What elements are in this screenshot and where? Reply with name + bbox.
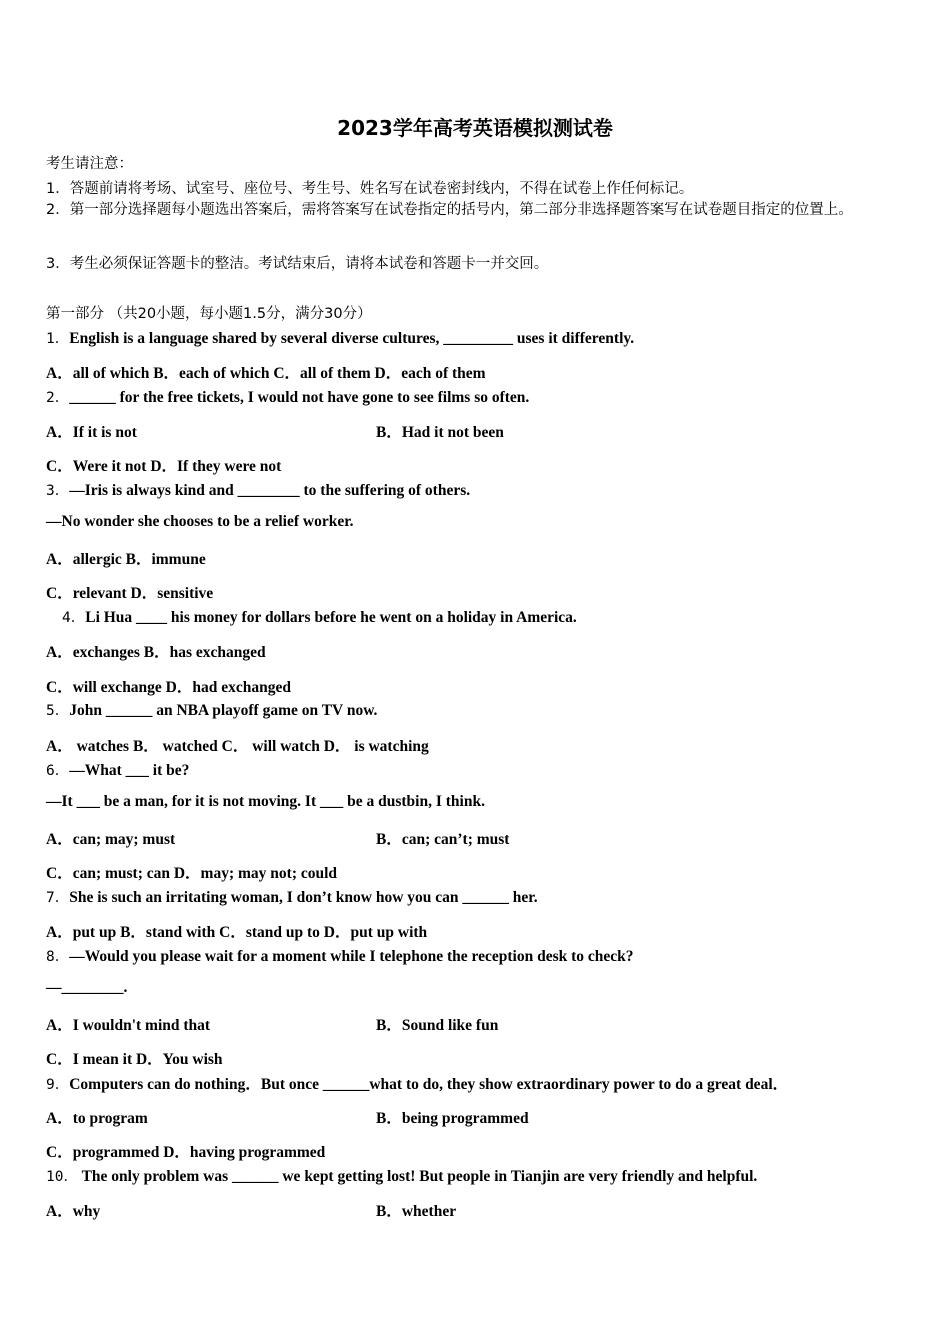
option-b: B．can; can’t; must: [376, 831, 510, 848]
q1-options: A．all of which B．each of which C．all of them D．each of them: [46, 365, 486, 382]
q6-options-cd: C．can; must; can D．may; may not; could: [46, 865, 338, 882]
notice-item-2: 2．第一部分选择题每小题选出答案后，需将答案写在试卷指定的括号内，第二部分非选择题答案写在试卷题目指定的位置上。: [46, 202, 853, 218]
q6-options-ab: [46, 827, 510, 849]
q3-options-cd: C．relevant D．sensitive: [46, 585, 214, 602]
q3-reply: —No wonder she chooses to be a relief worker.: [46, 513, 354, 530]
question-4: [62, 606, 577, 627]
option-a: A．can; may; must: [46, 831, 176, 848]
notice-heading: 考生请注意：: [46, 156, 133, 172]
question-text: The only problem was ______ we kept getting lost! But people in Tianjin are very friendly and helpful.: [77, 1168, 758, 1185]
question-9: [46, 1072, 788, 1094]
question-text: She is such an irritating woman, I don’t know how you can ______ her.: [69, 889, 538, 906]
question-number: 8．: [46, 949, 70, 965]
question-10: [46, 1165, 757, 1186]
question-text: —Iris is always kind and ________ to the suffering of others.: [69, 482, 471, 499]
question-2: [46, 386, 529, 407]
q3-options-ab: A．allergic B．immune: [46, 551, 206, 568]
question-6: [46, 759, 189, 780]
q4-options-ab: A．exchanges B．has exchanged: [46, 644, 266, 661]
question-number: 7．: [46, 890, 70, 906]
option-a: A．to program: [46, 1110, 148, 1127]
option-b: B．Had it not been: [376, 424, 504, 441]
question-text: John ______ an NBA playoff game on TV now.: [69, 702, 378, 719]
question-number: 9．: [46, 1077, 70, 1093]
notice-item-1: 1．答题前请将考场、试室号、座位号、考生号、姓名写在试卷密封线内，不得在试卷上作任何标记。: [46, 181, 694, 197]
option-a: A．why: [46, 1203, 101, 1220]
option-a: A．I wouldn't mind that: [46, 1017, 211, 1034]
question-text: ______ for the free tickets, I would not have gone to see films so often.: [69, 389, 530, 406]
option-b: B．Sound like fun: [376, 1017, 499, 1034]
notice-item-3: 3．考生必须保证答题卡的整洁。考试结束后，请将本试卷和答题卡一并交回。: [46, 256, 549, 272]
question-1: [46, 327, 634, 348]
q10-options-ab: [46, 1199, 457, 1221]
question-number: 1．: [46, 331, 70, 347]
question-number: 10．: [46, 1169, 78, 1185]
question-text: —What ___ it be?: [69, 762, 190, 779]
q2-options-ab: [46, 420, 504, 442]
question-number: 4．: [62, 610, 86, 626]
q9-options-cd: C．programmed D．having programmed: [46, 1144, 326, 1161]
option-b: B．whether: [376, 1203, 457, 1220]
question-text: —Would you please wait for a moment while I telephone the reception desk to check?: [69, 948, 634, 965]
question-5: [46, 699, 377, 720]
section-heading: 第一部分 （共20小题，每小题1.5分，满分30分）: [46, 306, 372, 322]
question-text: Li Hua ____ his money for dollars before he went on a holiday in America.: [85, 609, 577, 626]
question-number: 2．: [46, 390, 70, 406]
q5-options: A． watches B． watched C． will watch D． is watching: [46, 738, 429, 755]
q7-options: A．put up B．stand with C．stand up to D．put up with: [46, 924, 428, 941]
question-number: 6．: [46, 763, 70, 779]
q4-options-cd: C．will exchange D．had exchanged: [46, 679, 291, 696]
q8-options-ab: [46, 1013, 499, 1035]
q2-options-cd: C．Were it not D．If they were not: [46, 458, 282, 475]
question-8: [46, 945, 634, 966]
q8-options-cd: C．I mean it D．You wish: [46, 1051, 223, 1068]
page-title: 2023学年高考英语模拟测试卷: [337, 116, 613, 140]
q6-reply: —It ___ be a man, for it is not moving. It ___ be a dustbin, I think.: [46, 793, 485, 810]
q9-options-ab: [46, 1106, 529, 1128]
option-b: B．being programmed: [376, 1110, 529, 1127]
question-number: 5．: [46, 703, 70, 719]
question-7: [46, 886, 538, 907]
question-3: [46, 479, 470, 500]
question-text: Computers can do nothing．But once ______what to do, they show extraordinary power to do a great deal．: [69, 1076, 789, 1093]
q8-reply: —________.: [46, 979, 128, 996]
question-text: English is a language shared by several diverse cultures, _________ uses it differently.: [69, 330, 635, 347]
question-number: 3．: [46, 483, 70, 499]
option-a: A．If it is not: [46, 424, 137, 441]
